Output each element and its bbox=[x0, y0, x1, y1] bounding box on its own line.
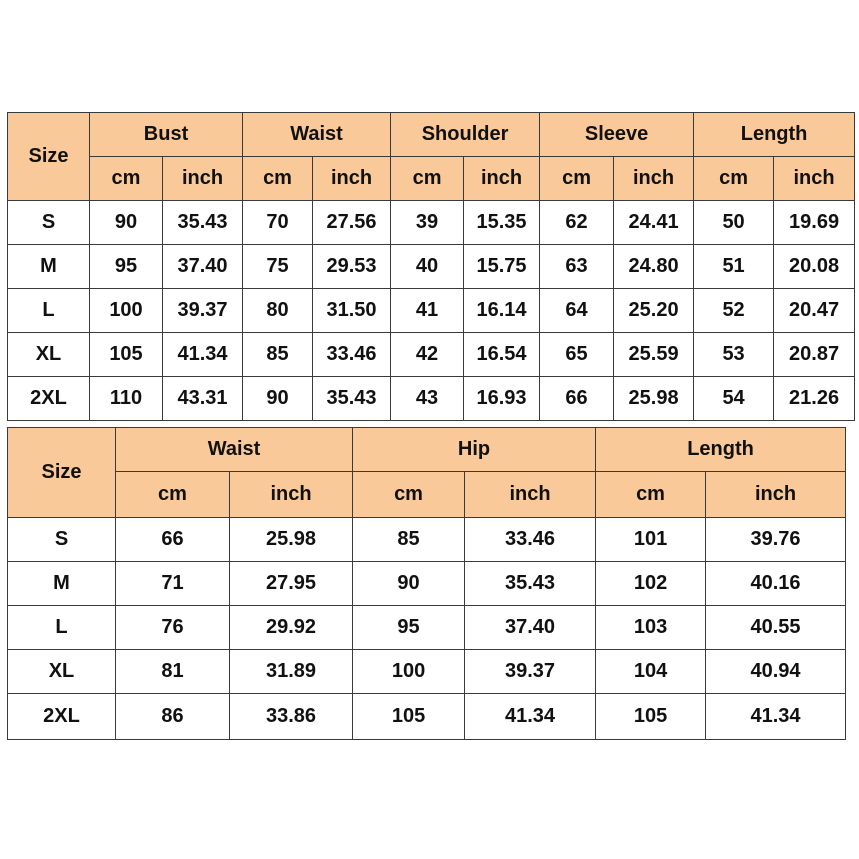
group-header-length: Length bbox=[596, 428, 846, 472]
table-cell: 75 bbox=[243, 245, 313, 289]
size-cell: S bbox=[8, 201, 90, 245]
table-cell: 51 bbox=[694, 245, 774, 289]
table-cell: 64 bbox=[540, 289, 614, 333]
table-cell: 25.98 bbox=[614, 377, 694, 421]
table-cell: 31.50 bbox=[313, 289, 391, 333]
table-cell: 16.14 bbox=[464, 289, 540, 333]
table-cell: 43.31 bbox=[163, 377, 243, 421]
table-cell: 66 bbox=[116, 518, 230, 562]
table-cell: 25.59 bbox=[614, 333, 694, 377]
table-cell: 100 bbox=[353, 650, 465, 694]
unit-header: cm bbox=[353, 472, 465, 518]
table-cell: 37.40 bbox=[465, 606, 596, 650]
size-header: Size bbox=[8, 428, 116, 518]
group-header-waist: Waist bbox=[243, 113, 391, 157]
table-cell: 40 bbox=[391, 245, 464, 289]
size-cell: 2XL bbox=[8, 694, 116, 740]
size-cell: L bbox=[8, 606, 116, 650]
table-cell: 52 bbox=[694, 289, 774, 333]
table-cell: 105 bbox=[353, 694, 465, 740]
size-cell: M bbox=[8, 245, 90, 289]
table-cell: 35.43 bbox=[313, 377, 391, 421]
table-cell: 86 bbox=[116, 694, 230, 740]
table-row bbox=[8, 377, 855, 421]
table-cell: 71 bbox=[116, 562, 230, 606]
table-cell: 41 bbox=[391, 289, 464, 333]
bottom-size-table bbox=[7, 427, 846, 740]
table-cell: 41.34 bbox=[465, 694, 596, 740]
table-cell: 85 bbox=[353, 518, 465, 562]
table-cell: 43 bbox=[391, 377, 464, 421]
table-cell: 19.69 bbox=[774, 201, 855, 245]
group-header-length: Length bbox=[694, 113, 855, 157]
size-cell: M bbox=[8, 562, 116, 606]
table-cell: 20.47 bbox=[774, 289, 855, 333]
header-row-units bbox=[8, 157, 855, 201]
table-cell: 27.95 bbox=[230, 562, 353, 606]
table-row bbox=[8, 562, 846, 606]
table-row bbox=[8, 650, 846, 694]
unit-header: inch bbox=[163, 157, 243, 201]
table-cell: 90 bbox=[353, 562, 465, 606]
table-cell: 25.98 bbox=[230, 518, 353, 562]
table-row bbox=[8, 694, 846, 740]
table-cell: 21.26 bbox=[774, 377, 855, 421]
unit-header: inch bbox=[230, 472, 353, 518]
table-cell: 100 bbox=[90, 289, 163, 333]
table-cell: 35.43 bbox=[163, 201, 243, 245]
table-cell: 15.75 bbox=[464, 245, 540, 289]
table-cell: 102 bbox=[596, 562, 706, 606]
table-row bbox=[8, 518, 846, 562]
table-cell: 62 bbox=[540, 201, 614, 245]
unit-header: inch bbox=[774, 157, 855, 201]
unit-header: cm bbox=[694, 157, 774, 201]
table-cell: 103 bbox=[596, 606, 706, 650]
table-cell: 24.41 bbox=[614, 201, 694, 245]
table-cell: 90 bbox=[243, 377, 313, 421]
group-header-hip: Hip bbox=[353, 428, 596, 472]
table-cell: 29.53 bbox=[313, 245, 391, 289]
table-cell: 33.46 bbox=[313, 333, 391, 377]
table-cell: 63 bbox=[540, 245, 614, 289]
table-cell: 27.56 bbox=[313, 201, 391, 245]
table-cell: 39.76 bbox=[706, 518, 846, 562]
table-row bbox=[8, 289, 855, 333]
unit-header: cm bbox=[243, 157, 313, 201]
table-cell: 33.46 bbox=[465, 518, 596, 562]
unit-header: cm bbox=[391, 157, 464, 201]
table-cell: 81 bbox=[116, 650, 230, 694]
table-cell: 41.34 bbox=[706, 694, 846, 740]
table-cell: 20.87 bbox=[774, 333, 855, 377]
table-cell: 37.40 bbox=[163, 245, 243, 289]
header-row-units bbox=[8, 472, 846, 518]
table-row bbox=[8, 245, 855, 289]
size-cell: XL bbox=[8, 333, 90, 377]
unit-header: inch bbox=[614, 157, 694, 201]
unit-header: inch bbox=[706, 472, 846, 518]
group-header-sleeve: Sleeve bbox=[540, 113, 694, 157]
size-header: Size bbox=[8, 113, 90, 201]
table-cell: 40.55 bbox=[706, 606, 846, 650]
table-cell: 76 bbox=[116, 606, 230, 650]
table-cell: 39.37 bbox=[163, 289, 243, 333]
header-row-groups bbox=[8, 113, 855, 157]
table-cell: 66 bbox=[540, 377, 614, 421]
table-cell: 15.35 bbox=[464, 201, 540, 245]
table-row bbox=[8, 333, 855, 377]
table-cell: 90 bbox=[90, 201, 163, 245]
size-cell: XL bbox=[8, 650, 116, 694]
group-header-shoulder: Shoulder bbox=[391, 113, 540, 157]
unit-header: cm bbox=[116, 472, 230, 518]
table-cell: 85 bbox=[243, 333, 313, 377]
unit-header: cm bbox=[596, 472, 706, 518]
table-cell: 24.80 bbox=[614, 245, 694, 289]
table-cell: 16.54 bbox=[464, 333, 540, 377]
table-cell: 54 bbox=[694, 377, 774, 421]
table-cell: 95 bbox=[353, 606, 465, 650]
group-header-waist: Waist bbox=[116, 428, 353, 472]
unit-header: inch bbox=[464, 157, 540, 201]
table-cell: 104 bbox=[596, 650, 706, 694]
table-cell: 95 bbox=[90, 245, 163, 289]
table-cell: 40.94 bbox=[706, 650, 846, 694]
size-cell: 2XL bbox=[8, 377, 90, 421]
table-cell: 20.08 bbox=[774, 245, 855, 289]
header-row-groups bbox=[8, 428, 846, 472]
table-cell: 25.20 bbox=[614, 289, 694, 333]
table-cell: 101 bbox=[596, 518, 706, 562]
table-cell: 70 bbox=[243, 201, 313, 245]
table-cell: 42 bbox=[391, 333, 464, 377]
top-size-table bbox=[7, 112, 855, 421]
size-cell: S bbox=[8, 518, 116, 562]
table-row bbox=[8, 201, 855, 245]
unit-header: cm bbox=[540, 157, 614, 201]
table-cell: 33.86 bbox=[230, 694, 353, 740]
table-cell: 41.34 bbox=[163, 333, 243, 377]
table-cell: 29.92 bbox=[230, 606, 353, 650]
table-cell: 80 bbox=[243, 289, 313, 333]
table-cell: 65 bbox=[540, 333, 614, 377]
table-cell: 40.16 bbox=[706, 562, 846, 606]
table-cell: 31.89 bbox=[230, 650, 353, 694]
table-cell: 105 bbox=[596, 694, 706, 740]
table-cell: 50 bbox=[694, 201, 774, 245]
group-header-bust: Bust bbox=[90, 113, 243, 157]
unit-header: inch bbox=[313, 157, 391, 201]
table-cell: 110 bbox=[90, 377, 163, 421]
table-cell: 39.37 bbox=[465, 650, 596, 694]
table-cell: 53 bbox=[694, 333, 774, 377]
table-cell: 105 bbox=[90, 333, 163, 377]
table-cell: 16.93 bbox=[464, 377, 540, 421]
unit-header: cm bbox=[90, 157, 163, 201]
unit-header: inch bbox=[465, 472, 596, 518]
table-cell: 39 bbox=[391, 201, 464, 245]
table-row bbox=[8, 606, 846, 650]
table-cell: 35.43 bbox=[465, 562, 596, 606]
size-cell: L bbox=[8, 289, 90, 333]
